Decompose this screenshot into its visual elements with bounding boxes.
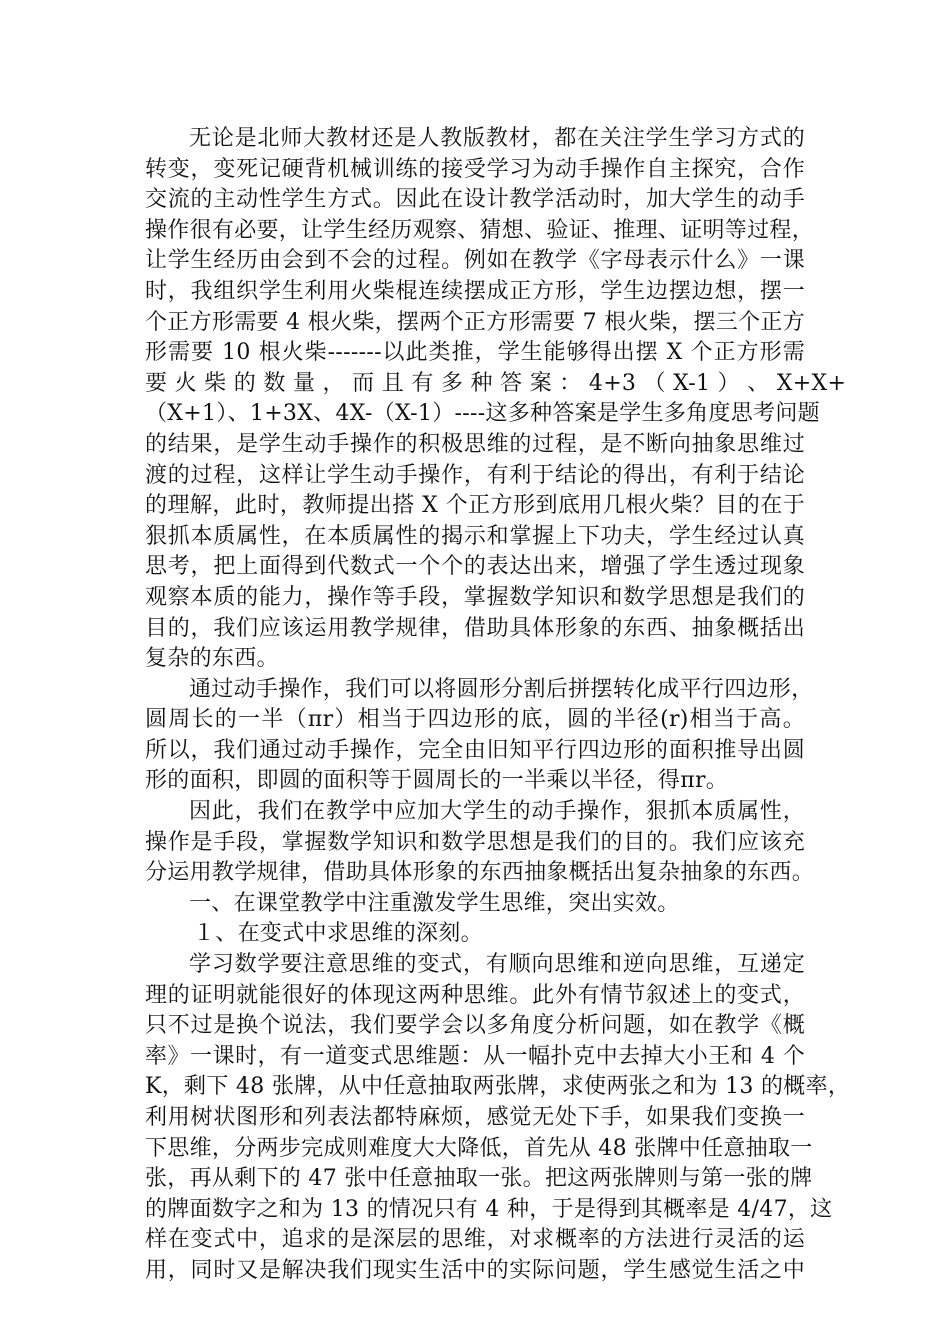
subsection-heading: １、在变式中求思维的深刻。 (193, 921, 483, 947)
text-line: 转变，变死记硬背机械训练的接受学习为动手操作自主探究，合作 (145, 156, 805, 182)
text-line: 通过动手操作，我们可以将圆形分割后拼摆转化成平行四边形， (189, 676, 814, 702)
text-line: 圆周长的一半（πr）相当于四边形的底，圆的半径(r)相当于高。 (145, 707, 805, 733)
text-line: 狠抓本质属性，在本质属性的揭示和掌握上下功夫，学生经过认真 (145, 523, 805, 549)
text-line: 理的证明就能很好的体现这两种思维。此外有情节叙述上的变式， (145, 982, 805, 1008)
text-line: 只不过是换个说法，我们要学会以多角度分析问题，如在教学《概 (145, 1013, 805, 1039)
text-line: K，剩下 48 张牌，从中任意抽取两张牌，求使两张之和为 13 的概率， (145, 1074, 851, 1100)
section-heading: 一、在课堂教学中注重激发学生思维，突出实效。 (189, 890, 680, 916)
text-line: 让学生经历由会到不会的过程。例如在教学《字母表示什么》一课 (145, 248, 805, 274)
text-line: 复杂的东西。 (145, 646, 279, 672)
text-line: 的理解，此时，教师提出搭 X 个正方形到底用几根火柴？目的在于 (145, 493, 805, 519)
text-line: 样在变式中，追求的是深层的思维，对求概率的方法进行灵活的运 (145, 1227, 805, 1253)
document-body (145, 124, 851, 1287)
text-line: 时，我组织学生利用火柴棍连续摆成正方形，学生边摆边想，摆一 (145, 278, 805, 304)
text-line: 下思维，分两步完成则难度大大降低，首先从 48 张牌中任意抽取一 (145, 1135, 813, 1161)
text-line: 无论是北师大教材还是人教版教材，都在关注学生学习方式的 (189, 126, 805, 151)
text-line: 因此，我们在教学中应加大学生的动手操作，狠抓本质属性， (189, 799, 805, 825)
text-line: 学习数学要注意思维的变式，有顺向思维和逆向思维，互递定 (189, 952, 805, 978)
text-line: 个正方形需要 4 根火柴，摆两个正方形需要 7 根火柴，摆三个正方 (145, 309, 805, 335)
text-line: 观察本质的能力，操作等手段，掌握数学知识和数学思想是我们的 (145, 584, 805, 610)
text-line: （X+1）、1+3X、4X-（X-1）----这多种答案是学生多角度思考问题 (145, 401, 820, 427)
text-line: 张，再从剩下的 47 张中任意抽取一张。把这两张牌则与第一张的牌 (145, 1166, 813, 1192)
text-line: 目的，我们应该运用教学规律，借助具体形象的东西、抽象概括出 (145, 615, 805, 641)
text-line: 的结果，是学生动手操作的积极思维的过程，是不断向抽象思维过 (145, 431, 805, 457)
text-line: 要 火 柴 的 数 量 ， 而 且 有 多 种 答 案 ： 4+3 （ X-1 ） 、 X+X+ (145, 370, 847, 396)
text-line: 的牌面数字之和为 13 的情况只有 4 种，于是得到其概率是 4/47，这 (145, 1196, 833, 1222)
text-line: 渡的过程，这样让学生动手操作，有利于结论的得出，有利于结论 (145, 462, 805, 488)
text-line: 分运用教学规律，借助具体形象的东西抽象概括出复杂抽象的东西。 (145, 860, 815, 886)
text-line: 形需要 10 根火柴-------以此类推，学生能够得出摆 X 个正方形需 (145, 340, 805, 366)
text-line: 形的面积，即圆的面积等于圆周长的一半乘以半径，得πr。 (145, 768, 729, 794)
text-line: 交流的主动性学生方式。因此在设计教学活动时，加大学生的动手 (145, 187, 805, 213)
text-line: 率》一课时，有一道变式思维题：从一幅扑克中去掉大小王和 4 个 (145, 1043, 805, 1069)
text-line: 操作很有必要，让学生经历观察、猜想、验证、推理、证明等过程， (145, 217, 815, 243)
text-line: 所以，我们通过动手操作，完全由旧知平行四边形的面积推导出圆 (145, 737, 805, 763)
text-line: 操作是手段，掌握数学知识和数学思想是我们的目的。我们应该充 (145, 829, 805, 855)
text-line: 思考，把上面得到代数式一个个的表达出来，增强了学生透过现象 (145, 554, 805, 580)
text-line: 用，同时又是解决我们现实生活中的实际问题，学生感觉生活之中 (145, 1257, 805, 1283)
text-line: 利用树状图形和列表法都特麻烦，感觉无处下手，如果我们变换一 (145, 1105, 805, 1130)
